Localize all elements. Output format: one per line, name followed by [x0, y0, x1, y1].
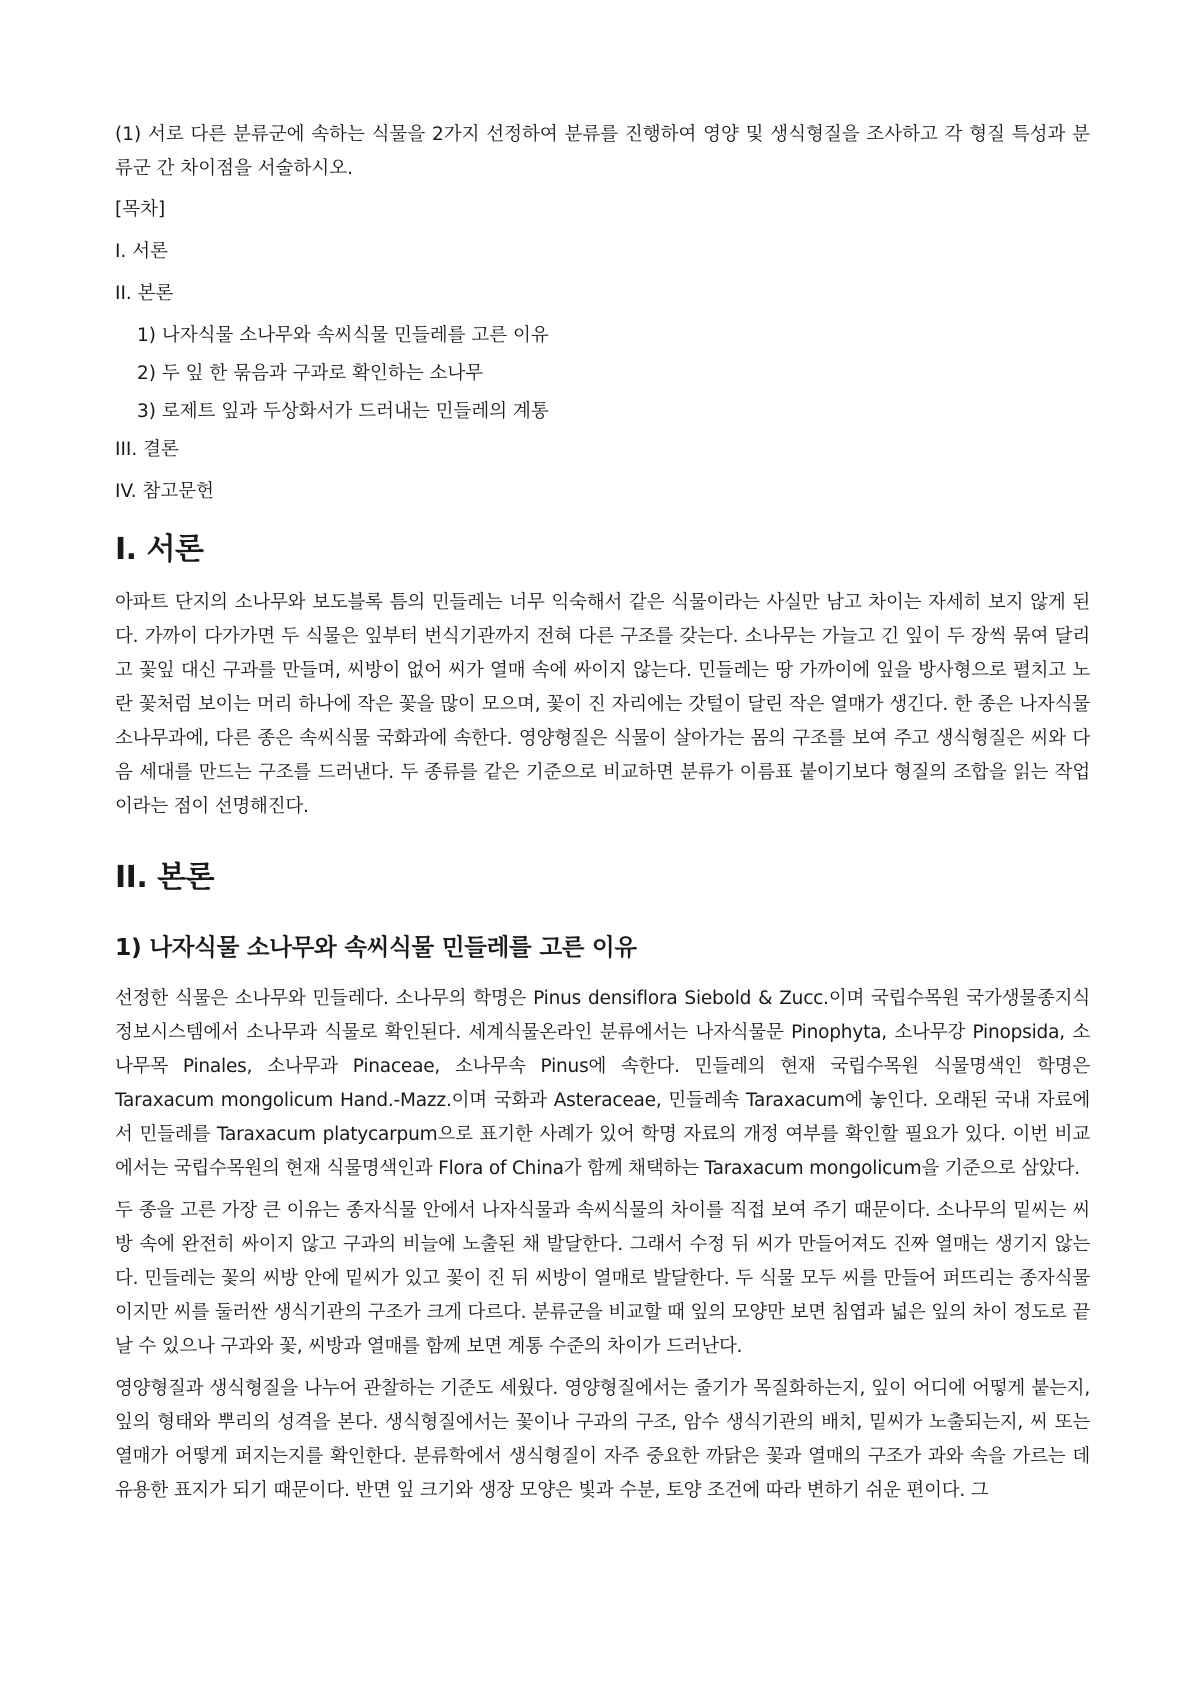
table-of-contents: [115, 196, 1090, 506]
body-paragraph-1: 선정한 식물은 소나무와 민들레다. 소나무의 학명은 Pinus densiflora Siebold & Zucc.이며 국립수목원 국가생물종지식정보시스템에서 소나무과 식물로 확인된다. 세계식물온라인 분류에서는 나자식물문 Pinophyta, 소나무강 Pinopsida, 소나무목 Pinales, 소나무과 Pinaceae, 소나무속 Pinus에 속한다. 민들레의 현재 국립수목원 식물명색인 학명은 Taraxacum mongolicum Hand.-Mazz.이며 국화과 Asteraceae, 민들레속 Taraxacum에 놓인다. 오래된 국내 자료에서 민들레를 Taraxacum platycarpum으로 표기한 사례가 있어 학명 자료의 개정 여부를 확인할 필요가 있다. 이번 비교에서는 국립수목원의 현재 식물명색인과 Flora of China가 함께 채택하는 Taraxacum mongolicum을 기준으로 삼았다.: [115, 988, 1090, 1179]
toc-item-body-2: 2) 두 잎 한 묶음과 구과로 확인하는 소나무: [137, 363, 484, 384]
toc-item-conclusion: III. 결론: [115, 439, 179, 460]
section-title-body: II. 본론: [115, 860, 215, 895]
toc-item-body-1: 1) 나자식물 소나무와 속씨식물 민들레를 고른 이유: [137, 325, 549, 346]
toc-item-body: II. 본론: [115, 283, 174, 304]
subsection-title-1: 1) 나자식물 소나무와 속씨식물 민들레를 고른 이유: [115, 933, 637, 961]
intro-paragraph: 아파트 단지의 소나무와 보도블록 틈의 민들레는 너무 익숙해서 같은 식물이라는 사실만 남고 차이는 자세히 보지 않게 된다. 가까이 다가가면 두 식물은 잎부터 번식기관까지 전혀 다른 구조를 갖는다. 소나무는 가늘고 긴 잎이 두 장씩 묶여 달리고 꽃잎 대신 구과를 만들며, 씨방이 없어 씨가 열매 속에 싸이지 않는다. 민들레는 땅 가까이에 잎을 방사형으로 펼치고 노란 꽃처럼 보이는 머리 하나에 작은 꽃을 많이 모으며, 꽃이 진 자리에는 갓털이 달린 작은 열매가 생긴다. 한 종은 나자식물 소나무과에, 다른 종은 속씨식물 국화과에 속한다. 영양형질은 식물이 살아가는 몸의 구조를 보여 주고 생식형질은 씨와 다음 세대를 만드는 구조를 드러낸다. 두 종류를 같은 기준으로 비교하면 분류가 이름표 붙이기보다 형질의 조합을 읽는 작업이라는 점이 선명해진다.: [115, 592, 1090, 817]
toc-heading: [목차]: [115, 199, 166, 220]
toc-item-references: IV. 참고문헌: [115, 481, 214, 502]
section-title-intro: I. 서론: [115, 532, 204, 567]
assignment-prompt: (1) 서로 다른 분류군에 속하는 식물을 2가지 선정하여 분류를 진행하여 영양 및 생식형질을 조사하고 각 형질 특성과 분류군 간 차이점을 서술하시오.: [115, 124, 1090, 179]
body-paragraph-3: 영양형질과 생식형질을 나누어 관찰하는 기준도 세웠다. 영양형질에서는 줄기가 목질화하는지, 잎이 어디에 어떻게 붙는지, 잎의 형태와 뿌리의 성격을 본다. 생식형질에서는 꽃이나 구과의 구조, 암수 생식기관의 배치, 밑씨가 노출되는지, 씨 또는 열매가 어떻게 퍼지는지를 확인한다. 분류학에서 생식형질이 자주 중요한 까닭은 꽃과 열매의 구조가 과와 속을 가르는 데 유용한 표지가 되기 때문이다. 반면 잎 크기와 생장 모양은 빛과 수분, 토양 조건에 따라 변하기 쉬운 편이다. 그: [115, 1378, 1090, 1501]
toc-item-body-3: 3) 로제트 잎과 두상화서가 드러내는 민들레의 계통: [137, 401, 549, 422]
body-paragraph-2: 두 종을 고른 가장 큰 이유는 종자식물 안에서 나자식물과 속씨식물의 차이를 직접 보여 주기 때문이다. 소나무의 밑씨는 씨방 속에 완전히 싸이지 않고 구과의 비늘에 노출된 채 발달한다. 그래서 수정 뒤 씨가 만들어져도 진짜 열매는 생기지 않는다. 민들레는 꽃의 씨방 안에 밑씨가 있고 꽃이 진 뒤 씨방이 열매로 발달한다. 두 식물 모두 씨를 만들어 퍼뜨리는 종자식물이지만 씨를 둘러싼 생식기관의 구조가 크게 다르다. 분류군을 비교할 때 잎의 모양만 보면 침엽과 넓은 잎의 차이 정도로 끝날 수 있으나 구과와 꽃, 씨방과 열매를 함께 보면 계통 수준의 차이가 드러난다.: [115, 1200, 1090, 1357]
toc-item-intro: I. 서론: [115, 241, 168, 262]
